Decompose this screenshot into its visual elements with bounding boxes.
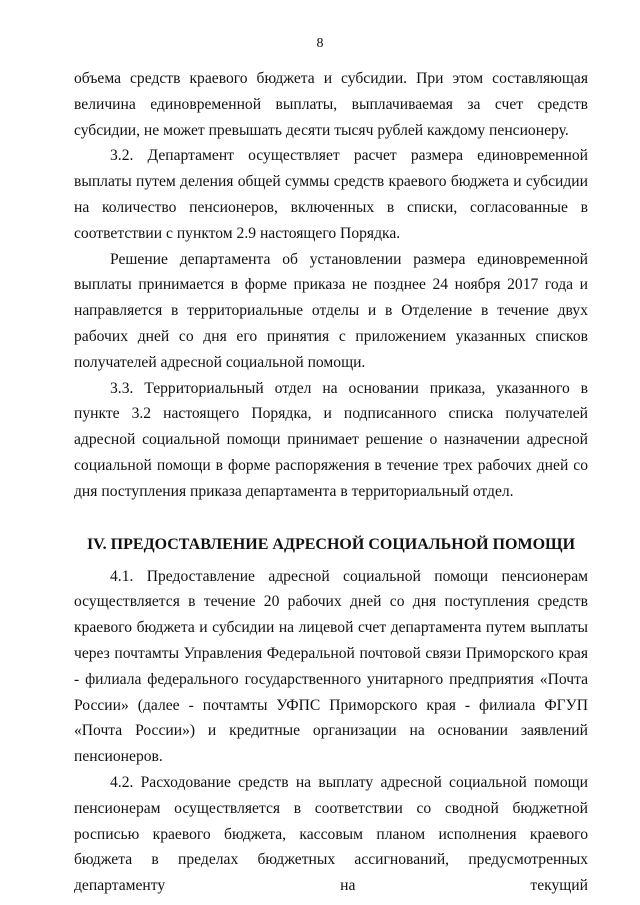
paragraph-continuation: объема средств краевого бюджета и субсидии. При этом составляющая величина единовременной выплаты, выплачиваемая за счет средств субсидии, не может превышать десяти тысяч рублей каждому пенсионеру. — [74, 70, 588, 139]
paragraph-3-2: 3.2. Департамент осуществляет расчет размера единовременной выплаты путем деления общей суммы средств краевого бюджета и субсидии на количество пенсионеров, включенных в списки, согласованные в соответствии с пунктом 2.9 настоящего Порядка. — [74, 147, 588, 242]
paragraph-4-2: 4.2. Расходование средств на выплату адресной социальной помощи пенсионерам осуществляется в соответствии со сводной бюджетной росписью краевого бюджета, кассовым планом исполнения краевого бюджета в пределах бюджетных ассигнований, предусмотренных департаменту на текущий — [74, 773, 588, 895]
paragraph-4-1: 4.1. Предоставление адресной социальной помощи пенсионерам осуществляется в течение 20 рабочих дней со дня поступления средств краевого бюджета и субсидии на лицевой счет департамента путем выплаты через почтамты Управления Федеральной почтовой связи Приморского края - филиала федерального государственного унитарного предприятия «Почта России» (далее - почтамты УФПС Приморского края - филиала ФГУП «Почта России») и кредитные организации на основании заявлений пенсионеров. — [74, 567, 588, 766]
section-heading: IV. ПРЕДОСТАВЛЕНИЕ АДРЕСНОЙ СОЦИАЛЬНОЙ ПОМОЩИ — [86, 535, 576, 553]
paragraph-decision: Решение департамента об установлении размера единовременной выплаты принимается в форме приказа не позднее 24 ноября 2017 года и направляется в территориальные отделы и в Отделение в течение двух рабочих дней со дня его принятия с приложением указанных списков получателей адресной социальной помощи. — [74, 250, 588, 371]
document-body — [74, 66, 588, 899]
page-number: 8 — [316, 36, 324, 51]
paragraph-3-3: 3.3. Территориальный отдел на основании приказа, указанного в пункте 3.2 настоящего Порядка, и подписанного списка получателей адресной социальной помощи принимает решение о назначении адресной социальной помощи в форме распоряжения в течение трех рабочих дней со дня поступления приказа департамента в территориальный отдел. — [74, 379, 588, 500]
